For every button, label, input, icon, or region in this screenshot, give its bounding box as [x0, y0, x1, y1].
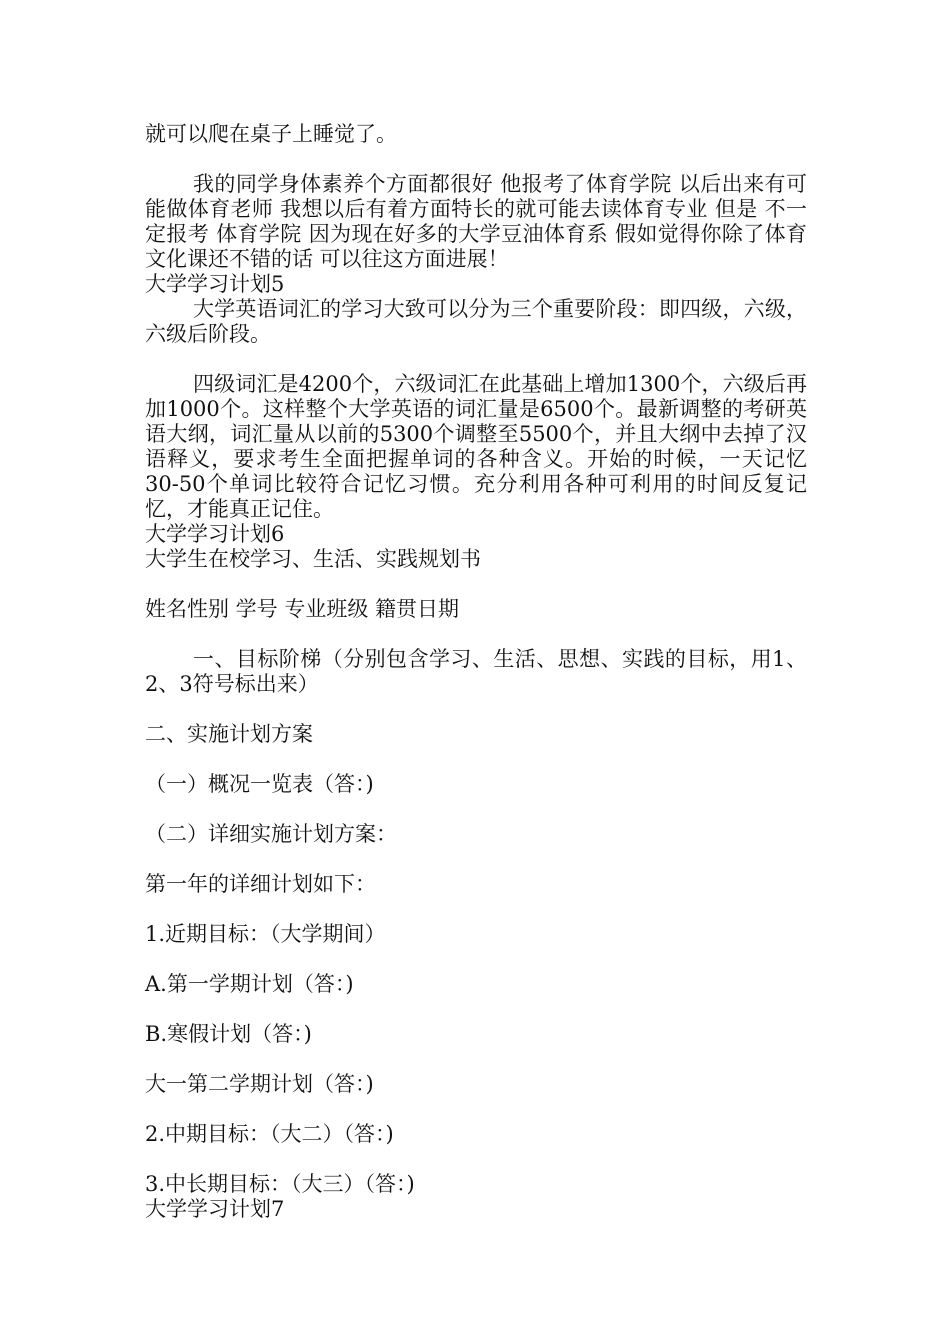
paragraph: 3.中长期目标：（大三）（答：)	[145, 1172, 415, 1196]
paragraph: 2.中期目标：（大二）（答：)	[145, 1122, 394, 1146]
paragraph: （一）概况一览表（答：)	[145, 772, 374, 796]
paragraph: 大一第二学期计划（答：)	[145, 1072, 374, 1096]
paragraph: 第一年的详细计划如下：	[145, 872, 376, 896]
paragraph: （二）详细实施计划方案：	[145, 822, 397, 846]
paragraph: 1.近期目标：（大学期间）	[145, 922, 386, 946]
section-heading: 大学学习计划5	[145, 272, 285, 296]
paragraph: B.寒假计划（答：)	[145, 1022, 312, 1046]
paragraph: 一、目标阶梯（分别包含学习、生活、思想、实践的目标，用1、2、3符号标出来）	[145, 647, 807, 696]
paragraph: 四级词汇是4200个，六级词汇在此基础上增加1300个，六级后再加1000个。这样整个大学英语的词汇量是6500个。最新调整的考研英语大纲，词汇量从以前的5300个调整至5500个，并且大纲中去掉了汉语释义，要求考生全面把握单词的各种含义。开始的时候，一天记忆30-50个单词比较符合记忆习惯。充分利用各种可利用的时间反复记忆，才能真正记住。	[145, 372, 807, 521]
document-body	[145, 122, 807, 1222]
paragraph: A.第一学期计划（答：)	[145, 972, 354, 996]
paragraph: 二、实施计划方案	[145, 722, 313, 746]
paragraph: 大学生在校学习、生活、实践规划书	[145, 547, 481, 571]
paragraph: 姓名性别 学号 专业班级 籍贯日期	[145, 597, 460, 621]
section-heading: 大学学习计划7	[145, 1197, 285, 1221]
paragraph: 大学英语词汇的学习大致可以分为三个重要阶段：即四级，六级，六级后阶段。	[145, 297, 807, 346]
paragraph: 就可以爬在桌子上睡觉了。	[145, 122, 397, 146]
paragraph: 我的同学身体素养个方面都很好 他报考了体育学院 以后出来有可能做体育老师 我想以后有着方面特长的就可能去读体育专业 但是 不一定报考 体育学院 因为现在好多的大学豆油体育系 假如觉得你除了体育 文化课还不错的话 可以往这方面进展！	[145, 172, 807, 271]
section-heading: 大学学习计划6	[145, 522, 285, 546]
